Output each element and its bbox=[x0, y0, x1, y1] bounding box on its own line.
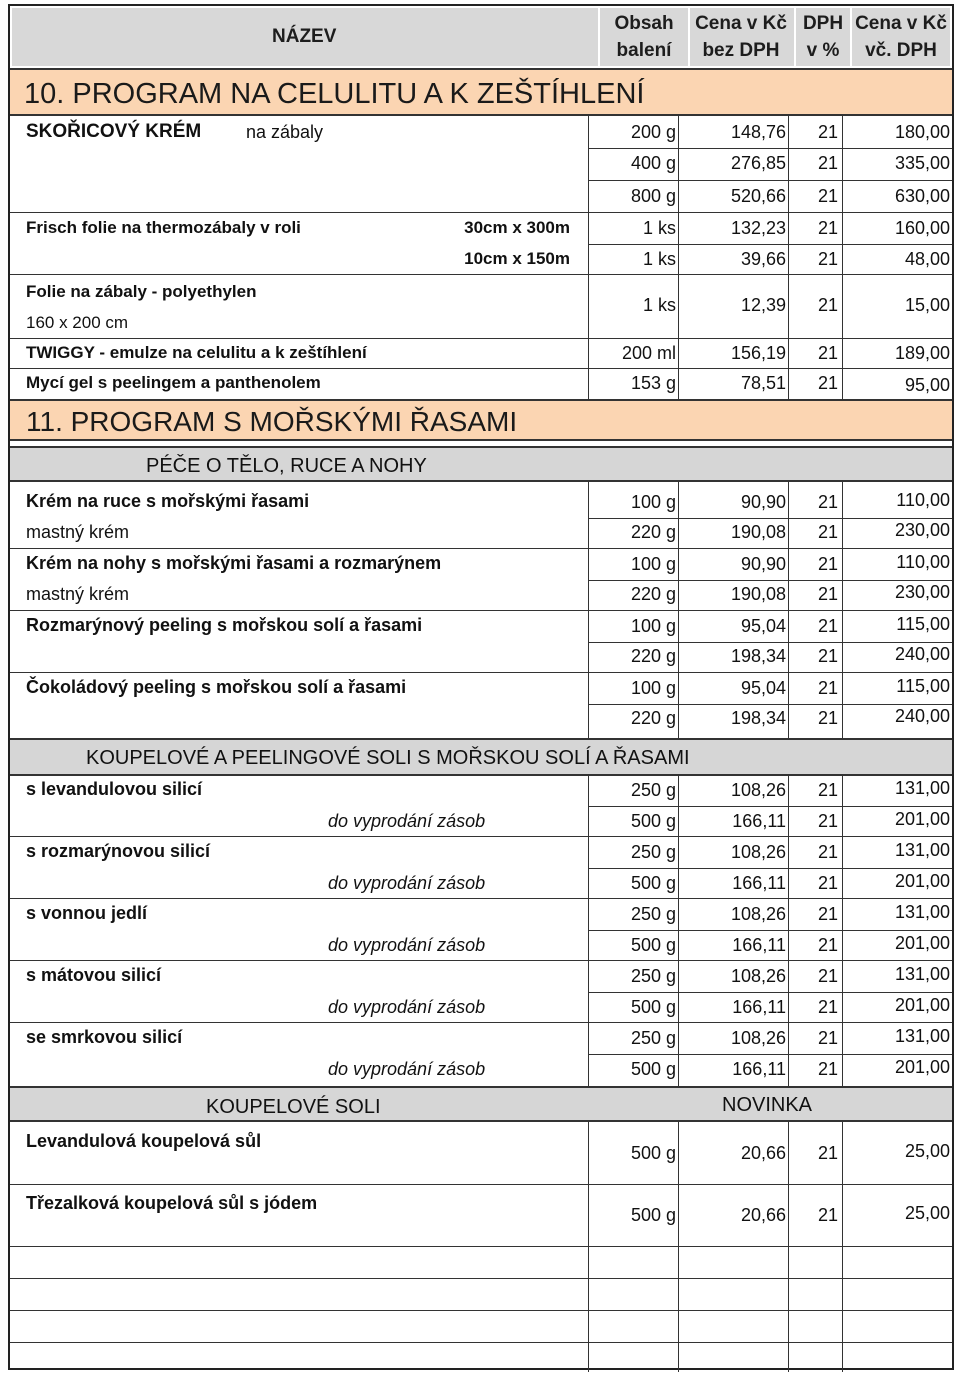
item-r1-vat: 21 bbox=[817, 678, 838, 698]
frisch-r2-gross: 48,00 bbox=[904, 249, 950, 269]
header-pack-l2: balení bbox=[616, 40, 672, 61]
salt-note: do vyprodání zásob bbox=[328, 997, 486, 1017]
header-gross-l2: vč. DPH bbox=[865, 40, 937, 61]
novinka-label: NOVINKA bbox=[722, 1094, 813, 1116]
salt-r2-vat: 21 bbox=[817, 935, 838, 955]
salt-r1-net: 108,26 bbox=[730, 1028, 786, 1048]
folie-pack: 1 ks bbox=[642, 295, 676, 315]
item-r2-vat: 21 bbox=[817, 708, 838, 728]
price-list-sheet bbox=[8, 4, 954, 1370]
salt-r1-gross: 131,00 bbox=[894, 840, 950, 860]
header-gross-l1: Cena v Kč bbox=[855, 13, 947, 34]
item-name: Krém na nohy s mořskými řasami a rozmarýnem bbox=[26, 553, 442, 573]
item-r1-vat: 21 bbox=[817, 492, 838, 512]
folie-vat: 21 bbox=[817, 295, 838, 315]
salt-r2-gross: 201,00 bbox=[894, 933, 950, 953]
sk-r3-vat: 21 bbox=[817, 186, 838, 206]
salt-r2-gross: 201,00 bbox=[894, 871, 950, 891]
sk-r1-gross: 180,00 bbox=[894, 122, 950, 142]
section11-subtitle: PÉČE O TĚLO, RUCE A NOHY bbox=[146, 455, 427, 477]
mycigel-name: Mycí gel s peelingem a panthenolem bbox=[26, 373, 321, 392]
salt-note: do vyprodání zásob bbox=[328, 935, 486, 955]
frisch-r2-vat: 21 bbox=[817, 249, 838, 269]
salt-r1-vat: 21 bbox=[817, 842, 838, 862]
salt-r2-vat: 21 bbox=[817, 1059, 838, 1079]
bath-row-pack: 500 g bbox=[630, 1143, 676, 1163]
salt-r2-gross: 201,00 bbox=[894, 1057, 950, 1077]
row-divider bbox=[10, 960, 952, 961]
salt-r2-net: 166,11 bbox=[732, 1059, 786, 1079]
item-r2-gross: 230,00 bbox=[894, 520, 950, 540]
bath-row-gross: 25,00 bbox=[904, 1141, 950, 1161]
bath-title: KOUPELOVÉ SOLI bbox=[206, 1096, 381, 1118]
bath-name: Třezalková koupelová sůl s jódem bbox=[26, 1193, 318, 1213]
header-pack-l1: Obsah bbox=[614, 13, 674, 34]
twiggy-gross: 189,00 bbox=[894, 343, 950, 363]
item-r2-gross: 240,00 bbox=[894, 644, 950, 664]
twiggy-pack: 200 ml bbox=[621, 343, 676, 363]
salt-r1-vat: 21 bbox=[817, 1028, 838, 1048]
header-price-l1: Cena v Kč bbox=[695, 13, 787, 34]
mycigel-vat: 21 bbox=[817, 373, 838, 393]
row-divider bbox=[10, 1022, 952, 1023]
salt-r2-pack: 500 g bbox=[630, 935, 676, 955]
item-r1-gross: 115,00 bbox=[896, 676, 950, 696]
salt-r1-net: 108,26 bbox=[730, 842, 786, 862]
section11-title: 11. PROGRAM S MOŘSKÝMI ŘASAMI bbox=[26, 406, 518, 437]
sk-r2-net: 276,85 bbox=[730, 153, 786, 173]
item-r1-gross: 110,00 bbox=[896, 490, 950, 510]
salt-r1-pack: 250 g bbox=[630, 966, 676, 986]
salt-r1-gross: 131,00 bbox=[894, 1026, 950, 1046]
row-divider bbox=[588, 642, 952, 643]
frisch-r1-net: 132,23 bbox=[730, 218, 786, 238]
header-vat-l2: v % bbox=[806, 40, 840, 61]
salt-r1-net: 108,26 bbox=[730, 904, 786, 924]
item-r2-pack: 220 g bbox=[630, 646, 676, 666]
salt-r2-gross: 201,00 bbox=[894, 809, 950, 829]
bath-row-vat: 21 bbox=[817, 1205, 838, 1225]
section11-subtitle-band bbox=[10, 446, 952, 482]
item-r1-net: 90,90 bbox=[740, 492, 786, 512]
bath-row-gross: 25,00 bbox=[904, 1203, 950, 1223]
salt-r2-vat: 21 bbox=[817, 811, 838, 831]
row-divider bbox=[10, 548, 952, 549]
item-r1-pack: 100 g bbox=[630, 554, 676, 574]
row-divider bbox=[10, 1184, 952, 1185]
item-r2-net: 190,08 bbox=[730, 584, 786, 604]
item-r2-vat: 21 bbox=[817, 584, 838, 604]
sk-r3-net: 520,66 bbox=[730, 186, 786, 206]
twiggy-net: 156,19 bbox=[730, 343, 786, 363]
row-divider bbox=[10, 836, 952, 837]
salt-r1-vat: 21 bbox=[817, 966, 838, 986]
salt-r2-pack: 500 g bbox=[630, 873, 676, 893]
mycigel-pack: 153 g bbox=[630, 373, 676, 393]
row-divider bbox=[588, 704, 952, 705]
item-r1-pack: 100 g bbox=[630, 492, 676, 512]
salt-name: s levandulovou silicí bbox=[26, 779, 203, 799]
header-row bbox=[10, 6, 952, 68]
bath-row-vat: 21 bbox=[817, 1143, 838, 1163]
row-divider bbox=[10, 610, 952, 611]
frisch-r2-size: 10cm x 150m bbox=[464, 249, 570, 268]
salt-r1-pack: 250 g bbox=[630, 1028, 676, 1048]
salt-note: do vyprodání zásob bbox=[328, 811, 486, 831]
bath-band bbox=[10, 1086, 952, 1122]
salt-r2-vat: 21 bbox=[817, 997, 838, 1017]
item-r2-gross: 240,00 bbox=[894, 706, 950, 726]
salt-r1-gross: 131,00 bbox=[894, 902, 950, 922]
salt-r2-gross: 201,00 bbox=[894, 995, 950, 1015]
item-r1-gross: 110,00 bbox=[896, 552, 950, 572]
salt-r1-gross: 131,00 bbox=[894, 964, 950, 984]
item-sub: mastný krém bbox=[26, 522, 130, 542]
sk-r3-gross: 630,00 bbox=[894, 186, 950, 206]
section10-title: 10. PROGRAM NA CELULITU A K ZEŠTÍHLENÍ bbox=[24, 78, 645, 110]
twiggy-name: TWIGGY - emulze na celulitu a k zeštíhlení bbox=[26, 343, 367, 362]
skoricovy-note: na zábaly bbox=[246, 122, 324, 142]
salt-name: s mátovou silicí bbox=[26, 965, 162, 985]
item-r2-pack: 220 g bbox=[630, 584, 676, 604]
row-divider bbox=[588, 580, 952, 581]
frisch-r1-gross: 160,00 bbox=[894, 218, 950, 238]
item-r2-gross: 230,00 bbox=[894, 582, 950, 602]
sk-r1-net: 148,76 bbox=[730, 122, 786, 142]
item-r2-pack: 220 g bbox=[630, 522, 676, 542]
row-divider bbox=[588, 930, 952, 931]
sk-r3-pack: 800 g bbox=[630, 186, 676, 206]
salt-r1-pack: 250 g bbox=[630, 780, 676, 800]
item-r1-pack: 100 g bbox=[630, 678, 676, 698]
mycigel-net: 78,51 bbox=[740, 373, 786, 393]
sk-r1-vat: 21 bbox=[817, 122, 838, 142]
salt-r1-gross: 131,00 bbox=[894, 778, 950, 798]
item-name: Krém na ruce s mořskými řasami bbox=[26, 491, 310, 511]
section10-band bbox=[10, 68, 952, 116]
row-divider bbox=[588, 1054, 952, 1055]
folie-name: Folie na zábaly - polyethylen bbox=[26, 282, 257, 301]
sk-r2-vat: 21 bbox=[817, 153, 838, 173]
sk-r2-gross: 335,00 bbox=[894, 153, 950, 173]
frisch-name: Frisch folie na thermozábaly v roli bbox=[26, 218, 301, 237]
salt-r1-pack: 250 g bbox=[630, 904, 676, 924]
salt-r2-net: 166,11 bbox=[732, 873, 786, 893]
salt-r2-pack: 500 g bbox=[630, 1059, 676, 1079]
item-r2-vat: 21 bbox=[817, 522, 838, 542]
salt-name: se smrkovou silicí bbox=[26, 1027, 183, 1047]
item-r1-net: 95,04 bbox=[740, 616, 786, 636]
item-r2-vat: 21 bbox=[817, 646, 838, 666]
item-r2-net: 198,34 bbox=[730, 708, 786, 728]
sk-r1-pack: 200 g bbox=[630, 122, 676, 142]
salt-r1-pack: 250 g bbox=[630, 842, 676, 862]
salt-note: do vyprodání zásob bbox=[328, 1059, 486, 1079]
header-price-l2: bez DPH bbox=[702, 40, 780, 61]
salt-r1-vat: 21 bbox=[817, 904, 838, 924]
frisch-r1-size: 30cm x 300m bbox=[464, 218, 570, 237]
row-divider bbox=[10, 672, 952, 673]
header-vat-l1: DPH bbox=[802, 13, 844, 34]
frisch-r1-vat: 21 bbox=[817, 218, 838, 238]
salt-name: s vonnou jedlí bbox=[26, 903, 148, 923]
frisch-r1-pack: 1 ks bbox=[642, 218, 676, 238]
salt-r2-net: 166,11 bbox=[732, 997, 786, 1017]
twiggy-vat: 21 bbox=[817, 343, 838, 363]
item-r1-vat: 21 bbox=[817, 616, 838, 636]
section11-band bbox=[10, 399, 952, 441]
salt-r1-net: 108,26 bbox=[730, 780, 786, 800]
item-sub: mastný krém bbox=[26, 584, 130, 604]
salt-r2-net: 166,11 bbox=[732, 935, 786, 955]
item-r2-net: 190,08 bbox=[730, 522, 786, 542]
bath-row-pack: 500 g bbox=[630, 1205, 676, 1225]
folie-gross: 15,00 bbox=[904, 295, 950, 315]
item-r1-vat: 21 bbox=[817, 554, 838, 574]
row-divider bbox=[10, 898, 952, 899]
header-name: NÁZEV bbox=[272, 26, 337, 47]
bath-row-net: 20,66 bbox=[740, 1205, 786, 1225]
salts-title: KOUPELOVÉ A PEELINGOVÉ SOLI S MOŘSKOU SOLÍ A ŘASAMI bbox=[86, 747, 690, 769]
salt-r2-vat: 21 bbox=[817, 873, 838, 893]
folie-net: 12,39 bbox=[740, 295, 786, 315]
mycigel-gross: 95,00 bbox=[904, 375, 950, 395]
salt-note: do vyprodání zásob bbox=[328, 873, 486, 893]
item-r1-gross: 115,00 bbox=[896, 614, 950, 634]
row-divider bbox=[588, 992, 952, 993]
frisch-r2-net: 39,66 bbox=[740, 249, 786, 269]
item-r2-net: 198,34 bbox=[730, 646, 786, 666]
salt-r2-pack: 500 g bbox=[630, 997, 676, 1017]
item-r2-pack: 220 g bbox=[630, 708, 676, 728]
salt-r1-net: 108,26 bbox=[730, 966, 786, 986]
bath-row-net: 20,66 bbox=[740, 1143, 786, 1163]
item-r1-net: 95,04 bbox=[740, 678, 786, 698]
folie-size: 160 x 200 cm bbox=[26, 313, 129, 332]
salt-r2-pack: 500 g bbox=[630, 811, 676, 831]
frisch-r2-pack: 1 ks bbox=[642, 249, 676, 269]
row-divider bbox=[588, 868, 952, 869]
row-divider bbox=[588, 806, 952, 807]
salts-band bbox=[10, 738, 952, 776]
skoricovy-name: SKOŘICOVÝ KRÉM bbox=[26, 121, 202, 142]
item-name: Čokoládový peeling s mořskou solí a řasami bbox=[26, 677, 407, 697]
bath-name: Levandulová koupelová sůl bbox=[26, 1131, 262, 1151]
row-divider bbox=[588, 518, 952, 519]
salt-name: s rozmarýnovou silicí bbox=[26, 841, 211, 861]
salt-r2-net: 166,11 bbox=[732, 811, 786, 831]
item-r1-pack: 100 g bbox=[630, 616, 676, 636]
sk-r2-pack: 400 g bbox=[630, 153, 676, 173]
item-name: Rozmarýnový peeling s mořskou solí a řasami bbox=[26, 615, 423, 635]
salt-r1-vat: 21 bbox=[817, 780, 838, 800]
item-r1-net: 90,90 bbox=[740, 554, 786, 574]
